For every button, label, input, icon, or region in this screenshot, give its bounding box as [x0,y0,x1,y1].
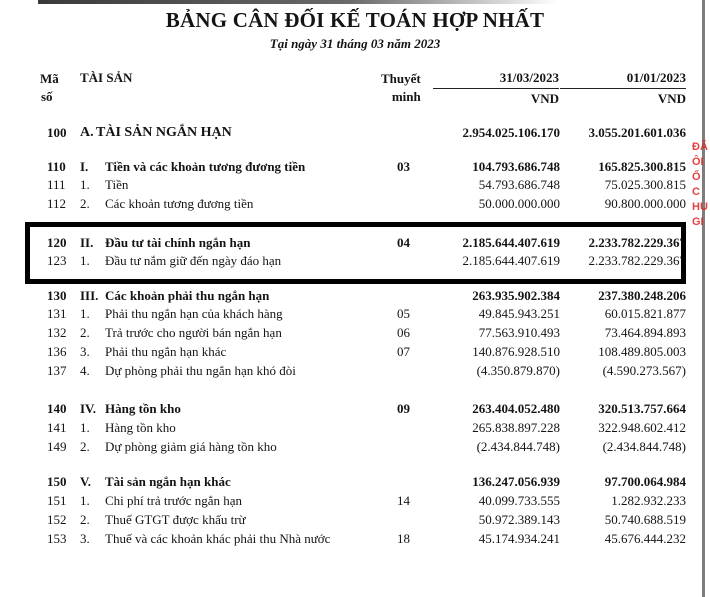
table-row [0,324,700,342]
row-num: 3. [80,344,90,359]
row-num: 1. [80,493,90,508]
row-code: 137 [47,363,67,378]
row-v2: 60.015.821.877 [604,306,686,321]
header-note-line1: Thuyết [381,71,421,86]
row-num: 1. [80,177,90,192]
stamp-text-1: ÔI [692,156,704,168]
row-v2: (2.434.844.748) [602,439,686,454]
row-v1: 2.185.644.407.619 [462,253,560,268]
table-row [0,287,700,305]
row-v2: 108.489.805.003 [598,344,686,359]
row-v2: 97.700.064.984 [604,474,686,489]
row-v2: 3.055.201.601.036 [588,125,686,140]
header-note [381,70,421,106]
header-col-previous [560,70,686,107]
row-code: 136 [47,344,67,359]
row-code: 149 [47,439,67,454]
table-row [0,362,700,380]
row-num: 2. [80,512,90,527]
row-num: III. [80,288,99,303]
header-note-line2: minh [391,89,421,104]
row-label: Dự phòng giảm giá hàng tồn kho [105,439,277,454]
row-note: 07 [397,344,410,359]
row-v2: 45.676.444.232 [604,531,686,546]
row-label: Tiền và các khoản tương đương tiền [105,159,306,174]
table-row [0,530,700,548]
row-code: 141 [47,420,67,435]
row-label: Trả trước cho người bán ngắn hạn [105,325,282,340]
row-v2: 73.464.894.893 [604,325,686,340]
row-v2: 90.800.000.000 [604,196,686,211]
row-label: Tiền [105,177,129,192]
header-col-previous-unit: VND [657,91,686,106]
row-v1: 49.845.943.251 [478,306,560,321]
header-code-line2: số [41,89,53,104]
header-col-previous-date: 01/01/2023 [560,70,686,89]
row-label: Đầu tư tài chính ngắn hạn [105,235,251,250]
header-col-current-unit: VND [530,91,559,106]
row-note: 03 [397,159,410,174]
table-row [0,124,700,142]
header-asset: TÀI SẢN [80,70,133,85]
highlight-box [25,222,686,284]
row-label: Hàng tồn kho [105,401,181,416]
row-note: 14 [397,493,410,508]
stamp-text-5: GI [692,216,704,228]
table-row [0,511,700,529]
row-code: 123 [47,253,67,268]
document-subtitle: Tại ngày 31 tháng 03 năm 2023 [269,36,441,51]
row-v2: 2.233.782.229.367 [588,253,686,268]
row-v1: 2.954.025.106.170 [462,125,560,140]
row-num: 2. [80,439,90,454]
row-v2: 165.825.300.815 [598,159,686,174]
row-code: 110 [47,159,66,174]
row-v1: 50.972.389.143 [478,512,560,527]
table-row [0,473,700,491]
header-col-current [433,70,559,107]
row-num: 1. [80,420,90,435]
row-code: 152 [47,512,67,527]
row-note: 04 [397,235,410,250]
page-edge [702,0,705,597]
row-code: 130 [47,288,67,303]
row-v1: (4.350.879.870) [476,363,560,378]
row-num: 1. [80,306,90,321]
row-label: Hàng tồn kho [105,420,176,435]
row-code: 100 [47,125,67,140]
row-v1: 263.404.052.480 [472,401,560,416]
row-label: TÀI SẢN NGẮN HẠN [96,125,232,140]
row-code: 111 [47,177,66,192]
table-row [0,419,700,437]
row-num: 2. [80,325,90,340]
stamp-text-4: HU [692,201,708,213]
row-note: 18 [397,531,410,546]
document-title: BẢNG CÂN ĐỐI KẾ TOÁN HỢP NHẤT [165,8,545,32]
row-v2: 2.233.782.229.367 [588,235,686,250]
row-v1: 77.563.910.493 [478,325,560,340]
row-label: Dự phòng phải thu ngắn hạn khó đòi [105,363,296,378]
row-label: Thuế GTGT được khấu trừ [105,512,246,527]
row-v2: 237.380.248.206 [598,288,686,303]
row-num: 3. [80,531,90,546]
row-code: 112 [47,196,67,211]
row-label: Phải thu ngắn hạn khác [105,344,227,359]
row-v1: 50.000.000.000 [478,196,560,211]
row-note: 09 [397,401,410,416]
row-num: I. [80,159,89,174]
row-v2: 1.282.932.233 [611,493,686,508]
stamp-text-3: C [692,186,700,198]
row-v1: 263.935.902.384 [472,288,560,303]
row-v1: 54.793.686.748 [478,177,560,192]
row-code: 140 [47,401,67,416]
row-label: Tài sản ngắn hạn khác [105,474,231,489]
row-v2: 320.513.757.664 [598,401,686,416]
row-code: 153 [47,531,67,546]
row-num: 2. [80,196,90,211]
row-num: 4. [80,363,90,378]
row-num: IV. [80,401,97,416]
row-code: 150 [47,474,67,489]
row-num: V. [80,474,91,489]
red-stamp [692,140,706,260]
row-v2: 50.740.688.519 [604,512,686,527]
row-label: Thuế và các khoản khác phải thu Nhà nước [105,531,331,546]
table-row [0,195,700,213]
row-code: 151 [47,493,67,508]
row-note: 06 [397,325,410,340]
row-v1: 104.793.686.748 [472,159,560,174]
row-v2: 75.025.300.815 [604,177,686,192]
table-row [0,176,700,194]
row-v1: 40.099.733.555 [478,493,560,508]
row-code: 132 [47,325,67,340]
row-v2: 322.948.602.412 [598,420,686,435]
row-v1: 136.247.056.939 [472,474,560,489]
row-label: Các khoản phải thu ngắn hạn [105,288,270,303]
table-row [0,492,700,510]
header-code [40,70,59,106]
header-col-current-date: 31/03/2023 [433,70,559,89]
row-v1: 45.174.934.241 [478,531,560,546]
row-num: II. [80,235,94,250]
row-v1: 2.185.644.407.619 [462,235,560,250]
table-row [0,438,700,456]
row-code: 120 [47,235,67,250]
stamp-text-2: Ố [692,171,701,183]
header-code-line1: Mã [40,71,59,86]
row-label: Chi phí trả trước ngắn hạn [105,493,243,508]
row-label: Các khoản tương đương tiền [105,196,254,211]
scan-shadow [38,0,558,4]
row-v1: 265.838.897.228 [472,420,560,435]
table-row [0,158,700,176]
row-v1: (2.434.844.748) [476,439,560,454]
table-row [0,305,700,323]
row-v1: 140.876.928.510 [472,344,560,359]
row-label: Đầu tư nắm giữ đến ngày đáo hạn [105,253,282,268]
row-note: 05 [397,306,410,321]
row-v2: (4.590.273.567) [602,363,686,378]
table-row [0,400,700,418]
stamp-text-0: ĐÃ [692,141,708,153]
row-label: Phải thu ngắn hạn của khách hàng [105,306,283,321]
row-num: A. [80,125,94,140]
row-num: 1. [80,253,90,268]
row-code: 131 [47,306,67,321]
table-row [0,343,700,361]
